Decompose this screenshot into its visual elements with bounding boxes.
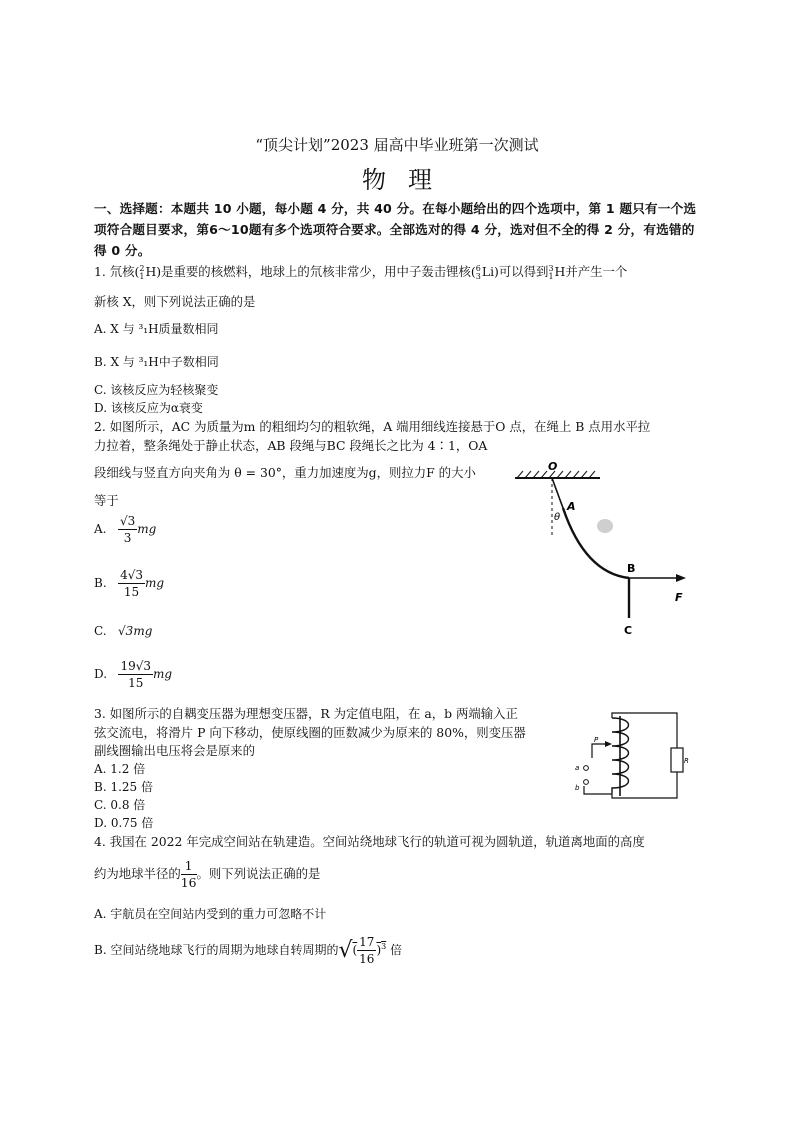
q1-text-c: 可以得到	[498, 264, 549, 279]
q2-option-b-label: B.	[94, 576, 107, 590]
q1-text-d: H并产生一个	[554, 264, 628, 279]
q2-stem-line3: 段细线与竖直方向夹角为 θ = 30°，重力加速度为g，则拉力F 的大小	[94, 465, 476, 480]
q4-fraction-den: 16	[180, 875, 197, 890]
q4-line2-suffix: 。则下列说法正确的是	[196, 866, 321, 881]
q2-option-c	[94, 624, 152, 638]
q1-stem-line1: 1. 氘核(2 1H)是重要的核燃料，地球上的氘核非常少，用中子轰击锂核(6 3Li)可以得到3 1H并产生一个	[94, 263, 628, 281]
q2-option-d-den: 15	[128, 676, 144, 690]
q2-option-b-fraction	[118, 567, 145, 600]
q2-stem-line4: 等于	[94, 493, 119, 508]
q4-option-b-suffix: 倍	[390, 943, 403, 957]
q1-nuclide-h: H	[145, 264, 157, 279]
q2-option-b	[94, 567, 164, 600]
section-instructions: 一、选择题：本题共 10 小题，每小题 4 分，共 40 分。在每小题给出的四个选项中，第 1 题只有一个选项符合题目要求，第6～10题有多个选项符合要求。全部选对的得 4 分，选对但不全的得 2 分，有选错的得 0 分。	[94, 201, 697, 258]
q3-option-a: A. 1.2 倍	[94, 762, 146, 776]
terminal-b-wire	[584, 786, 612, 794]
q2-option-d-label: D.	[94, 667, 108, 681]
q2-rope-figure	[505, 458, 695, 643]
q2-option-a-tail: mg	[137, 522, 157, 536]
q2-option-c-label: C.	[94, 624, 107, 638]
q4-option-a: A. 宇航员在空间站内受到的重力可忽略不计	[94, 907, 327, 921]
fig-label-a: a	[575, 764, 580, 772]
terminal-b-icon	[584, 780, 589, 785]
q4-fraction	[181, 858, 197, 891]
q4-fraction-num: 1	[181, 858, 197, 875]
q1-nuclide-li: Li	[481, 264, 495, 279]
q2-option-a-fraction	[118, 513, 137, 546]
fig-label-b: b	[575, 784, 580, 792]
q3-stem-line2: 弦交流电，将滑片 P 向下移动，使原线圈的匝数减少为原来的 80%，则变压器	[94, 725, 526, 740]
q3-option-c: C. 0.8 倍	[94, 798, 146, 812]
rope-ab	[563, 508, 629, 578]
q2-option-d-tail: mg	[153, 667, 173, 681]
q4-option-b-exponent: 3	[381, 942, 387, 951]
q4-stem-line2	[94, 858, 320, 891]
string-oa	[552, 478, 563, 508]
q3-option-d: D. 0.75 倍	[94, 816, 154, 830]
q3-transformer-figure	[572, 708, 690, 808]
fig-label-c: C	[624, 624, 633, 637]
q2-option-a-num: √3	[119, 514, 136, 528]
q1-text-a: 1. 氘核	[94, 264, 135, 279]
fig-label-o: O	[548, 460, 558, 473]
q1-option-b: B. X 与 ³₁H中子数相同	[94, 355, 219, 369]
q2-option-d-num: 19√3	[120, 659, 152, 673]
q1-option-c: C. 该核反应为轻核聚变	[94, 383, 219, 397]
q2-option-b-tail: mg	[145, 576, 165, 590]
q3-stem-line3: 副线圈输出电压将会是原来的	[94, 743, 256, 758]
q4-stem-line1: 4. 我国在 2022 年完成空间站在轨建造。空间站绕地球飞行的轨道可视为圆轨道，轨道离地面的高度	[94, 834, 645, 849]
fig-label-a: A	[567, 500, 576, 513]
q4-option-b-radicand: ( $\frac{17}{16}$ )$^3$	[352, 935, 387, 966]
q4-line2-prefix: 约为地球半径的	[94, 866, 181, 881]
q2-stem-line1: 2. 如图所示，AC 为质量为m 的粗细均匀的粗软绳，A 端用细线连接悬于O 点，在绳上 B 点用水平拉	[94, 419, 651, 434]
q2-stem-line2: 力拉着，整条绳处于静止状态，AB 段绳与BC 段绳长之比为 4∶1，OA	[94, 438, 488, 453]
q4-option-b-den: 16	[359, 952, 375, 966]
fig-label-b: B	[627, 562, 636, 575]
q1-stem-line2: 新核 X，则下列说法正确的是	[94, 294, 256, 309]
fig-label-f: F	[675, 591, 683, 604]
q1-text-b: 是重要的核燃料，地球上的氘核非常少，用中子轰击锂核	[161, 264, 471, 279]
q1-nuclide-index: 2 1	[139, 263, 145, 281]
q2-option-d-fraction	[118, 658, 153, 691]
q1-option-d: D. 该核反应为α衰变	[94, 401, 203, 415]
q3-option-b: B. 1.25 倍	[94, 780, 153, 794]
q4-option-b-prefix: B. 空间站绕地球飞行的周期为地球自转周期的	[94, 943, 339, 957]
q2-option-c-tail: √3mg	[118, 624, 153, 638]
q2-option-b-num: 4√3	[120, 568, 144, 582]
figure-smudge	[597, 519, 613, 533]
terminal-a-icon	[584, 766, 589, 771]
subject-title: 物理	[362, 166, 454, 194]
q1-li-index: 6 3	[475, 263, 481, 281]
sqrt-sign-icon: √	[338, 938, 353, 963]
force-arrow-head-icon	[676, 574, 686, 582]
q4-option-b	[94, 934, 402, 967]
q1-option-a: A. X 与 ³₁H质量数相同	[94, 322, 219, 336]
q1-h3-index: 3 1	[548, 263, 554, 281]
q2-option-a-label: A.	[94, 522, 107, 536]
q4-option-b-fraction	[357, 934, 376, 967]
slider-wire	[592, 744, 606, 758]
q2-option-d	[94, 658, 172, 691]
fig-label-p: P	[594, 736, 599, 744]
slider-p-arrow-icon	[605, 741, 612, 747]
q2-option-a-den: 3	[123, 531, 132, 545]
q2-option-a	[94, 513, 156, 546]
fig-label-r: R	[684, 757, 689, 765]
resistor-r	[671, 748, 683, 772]
q4-option-b-num: 17	[359, 935, 375, 949]
exam-title: “顶尖计划”2023 届高中毕业班第一次测试	[255, 136, 539, 154]
q2-option-b-den: 15	[123, 585, 140, 599]
q3-stem-line1: 3. 如图所示的自耦变压器为理想变压器，R 为定值电阻，在 a，b 两端输入正	[94, 706, 518, 721]
fig-label-theta: θ	[554, 512, 561, 523]
